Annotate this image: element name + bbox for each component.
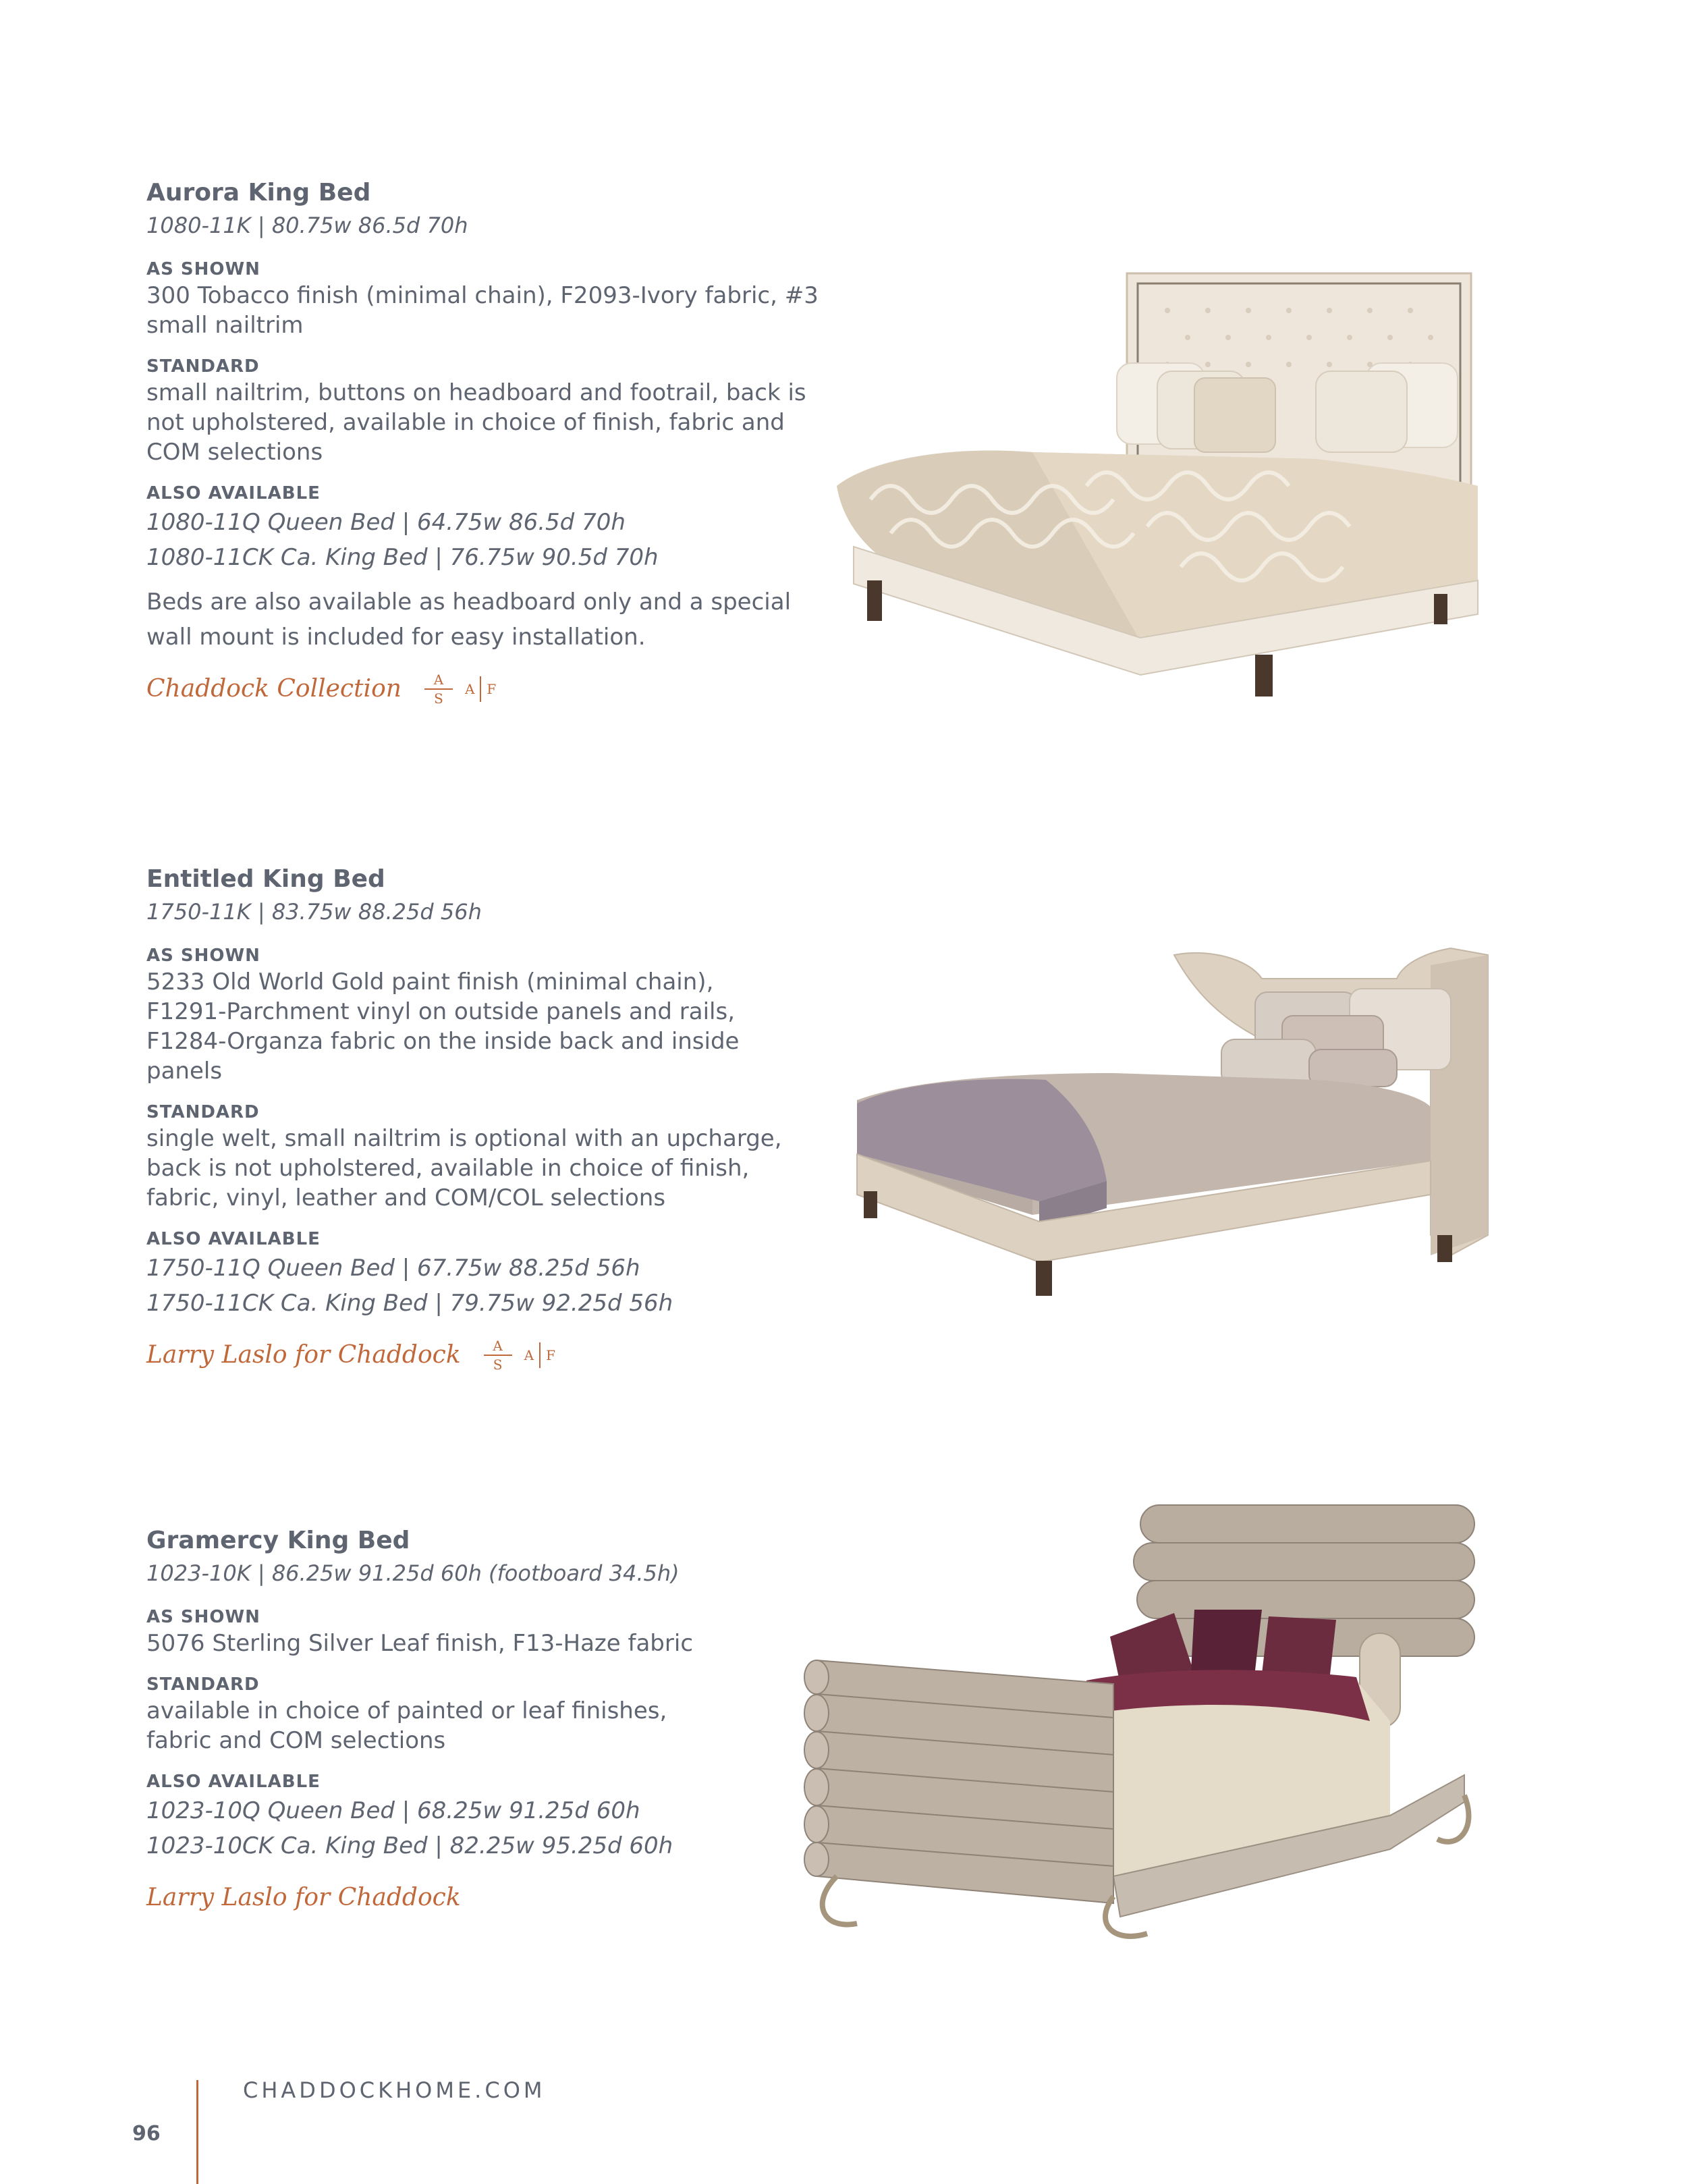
product-entitled xyxy=(146,863,848,1372)
product-note: Beds are also available as headboard only and a special wall mount is included for easy installation. xyxy=(146,589,792,651)
as-shown-label: AS SHOWN xyxy=(146,259,260,279)
product-aurora xyxy=(146,177,848,706)
asaf-logo: $\frac{A}{S}$ A F xyxy=(424,673,496,705)
collection-name: Chaddock Collection xyxy=(146,675,402,703)
product-gramercy xyxy=(146,1525,848,1915)
footer-divider xyxy=(196,2080,198,2184)
asaf-logo: $\frac{A}{S}$ A F xyxy=(484,1339,555,1371)
as-shown-text: 5076 Sterling Silver Leaf finish, F13-Haze fabric xyxy=(146,1630,694,1657)
standard-text: available in choice of painted or leaf finishes, fabric and COM selections xyxy=(146,1697,667,1754)
collection-name: Larry Laslo for Chaddock xyxy=(146,1884,461,1911)
website-link[interactable]: CHADDOCKHOME.COM xyxy=(243,2077,546,2103)
as-shown-text: 300 Tobacco finish (minimal chain), F2093-Ivory fabric, #3 small nailtrim xyxy=(146,282,819,339)
entitled-bed-image xyxy=(844,938,1491,1336)
also-available-label: ALSO AVAILABLE xyxy=(146,483,321,503)
also-available-item: 1023-10Q Queen Bed | 68.25w 91.25d 60h xyxy=(146,1797,640,1824)
also-available-item: 1750-11Q Queen Bed | 67.75w 88.25d 56h xyxy=(146,1255,640,1282)
as-shown-label: AS SHOWN xyxy=(146,946,260,966)
standard-label: STANDARD xyxy=(146,356,260,377)
page-number: 96 xyxy=(132,2122,161,2146)
as-shown-label: AS SHOWN xyxy=(146,1607,260,1627)
also-available-label: ALSO AVAILABLE xyxy=(146,1229,321,1249)
product-sku: 1023-10K | 86.25w 91.25d 60h (footboard 34.5h) xyxy=(146,1560,680,1586)
collection-line xyxy=(146,672,848,706)
product-title: Aurora King Bed xyxy=(146,179,371,207)
also-available-item: 1080-11Q Queen Bed | 64.75w 86.5d 70h xyxy=(146,509,626,536)
product-title: Gramercy King Bed xyxy=(146,1527,410,1554)
collection-line xyxy=(146,1338,848,1372)
also-available-label: ALSO AVAILABLE xyxy=(146,1772,321,1792)
standard-text: single welt, small nailtrim is optional with an upcharge, back is not upholstered, available in choice of finish, fabric, vinyl, leather and COM/COL selections xyxy=(146,1125,782,1211)
product-sku: 1080-11K | 80.75w 86.5d 70h xyxy=(146,213,468,238)
collection-name: Larry Laslo for Chaddock xyxy=(146,1341,461,1369)
standard-label: STANDARD xyxy=(146,1674,260,1695)
also-available-item: 1080-11CK Ca. King Bed | 76.75w 90.5d 70h xyxy=(146,544,659,571)
also-available-item: 1023-10CK Ca. King Bed | 82.25w 95.25d 60h xyxy=(146,1832,673,1859)
gramercy-bed-image xyxy=(796,1498,1491,1944)
standard-label: STANDARD xyxy=(146,1102,260,1122)
aurora-bed-image xyxy=(830,263,1498,709)
collection-line xyxy=(146,1881,848,1915)
as-shown-text: 5233 Old World Gold paint finish (minimal chain), F1291-Parchment vinyl on outside panels and rails, F1284-Organza fabric on the inside back and inside panels xyxy=(146,968,740,1085)
product-title: Entitled King Bed xyxy=(146,865,385,893)
product-sku: 1750-11K | 83.75w 88.25d 56h xyxy=(146,899,482,925)
standard-text: small nailtrim, buttons on headboard and footrail, back is not upholstered, available in choice of finish, fabric and COM selections xyxy=(146,379,806,466)
also-available-item: 1750-11CK Ca. King Bed | 79.75w 92.25d 56h xyxy=(146,1290,673,1317)
